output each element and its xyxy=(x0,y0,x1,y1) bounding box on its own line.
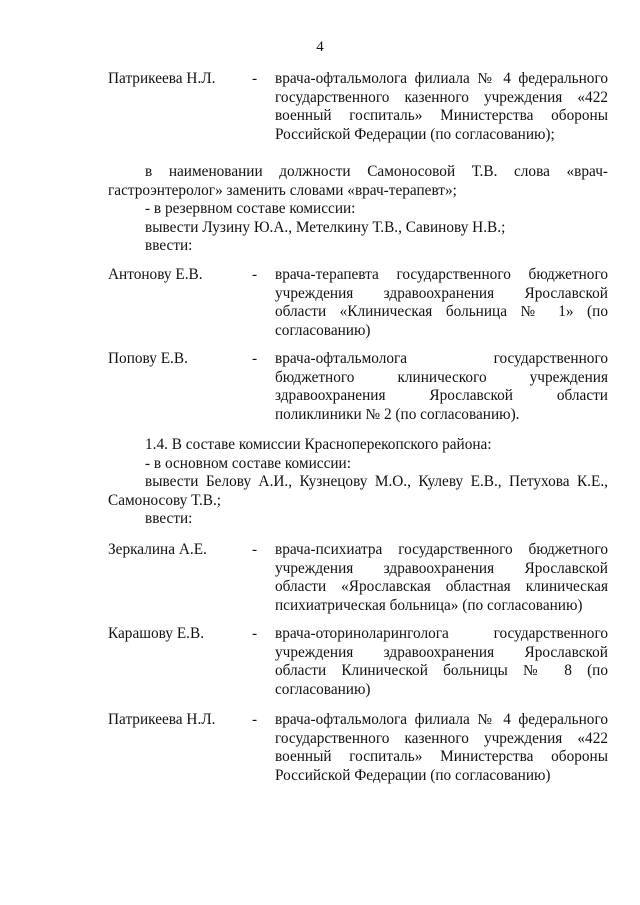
member-position: врача-оториноларинголога государственного учреждения здравоохранения Ярославской области Клинической больницы № 8 (по согласованию) xyxy=(275,625,608,698)
section-paragraph xyxy=(108,436,608,529)
add-members-label: ввести: xyxy=(145,510,193,528)
member-position: врача-офтальмолога филиала № 4 федерального государственного казенного учреждения «422 военный госпиталь» Министерства обороны Российской Федерации (по согласованию); xyxy=(275,70,608,143)
member-position: врача-офтальмолога государственного бюджетного клинического учреждения здравоохранения Ярославской области поликлиники № 2 (по согласованию). xyxy=(275,350,608,423)
member-position: врача-терапевта государственного бюджетного учреждения здравоохранения Ярославской области «Клиническая больница № 1» (по согласованию) xyxy=(275,266,608,339)
remove-members-text: вывести Белову А.И., Кузнецову М.О., Кулеву Е.В., Петухова К.Е., Самоносову Т.В.; xyxy=(108,473,608,509)
remove-members-text: вывести Лузину Ю.А., Метелкину Т.В., Савинову Н.В.; xyxy=(145,218,506,236)
entry-dash: - xyxy=(252,350,258,367)
member-name: Патрикеева Н.Л. xyxy=(108,70,216,87)
page-number: 4 xyxy=(316,39,324,55)
amendment-paragraph xyxy=(108,163,608,256)
main-composition-label: - в основном составе комиссии: xyxy=(145,454,351,472)
entry-dash: - xyxy=(252,266,258,283)
entry-dash: - xyxy=(252,70,258,87)
entry-dash: - xyxy=(252,625,258,642)
member-name: Попову Е.В. xyxy=(108,350,188,367)
section-heading: 1.4. В составе комиссии Красноперекопского района: xyxy=(145,436,492,453)
member-name: Антонову Е.В. xyxy=(108,266,203,283)
member-name: Карашову Е.В. xyxy=(108,625,205,642)
member-name: Патрикеева Н.Л. xyxy=(108,711,216,728)
member-name: Зеркалина А.Е. xyxy=(108,541,207,558)
add-members-label: ввести: xyxy=(145,237,193,255)
reserve-composition-label: - в резервном составе комиссии: xyxy=(145,200,356,218)
member-position: врача-офтальмолога филиала № 4 федерального государственного казенного учреждения «422 военный госпиталь» Министерства обороны Российской Федерации (по согласованию) xyxy=(275,711,608,784)
entry-dash: - xyxy=(252,541,258,558)
amendment-text: в наименовании должности Самоносовой Т.В. слова «врач-гастроэнтеролог» заменить словами «врач-терапевт»; xyxy=(108,163,608,199)
entry-dash: - xyxy=(252,711,258,728)
member-position: врача-психиатра государственного бюджетного учреждения здравоохранения Ярославской области «Ярославская областная клиническая психиатрическая больница» (по согласованию) xyxy=(275,541,608,614)
